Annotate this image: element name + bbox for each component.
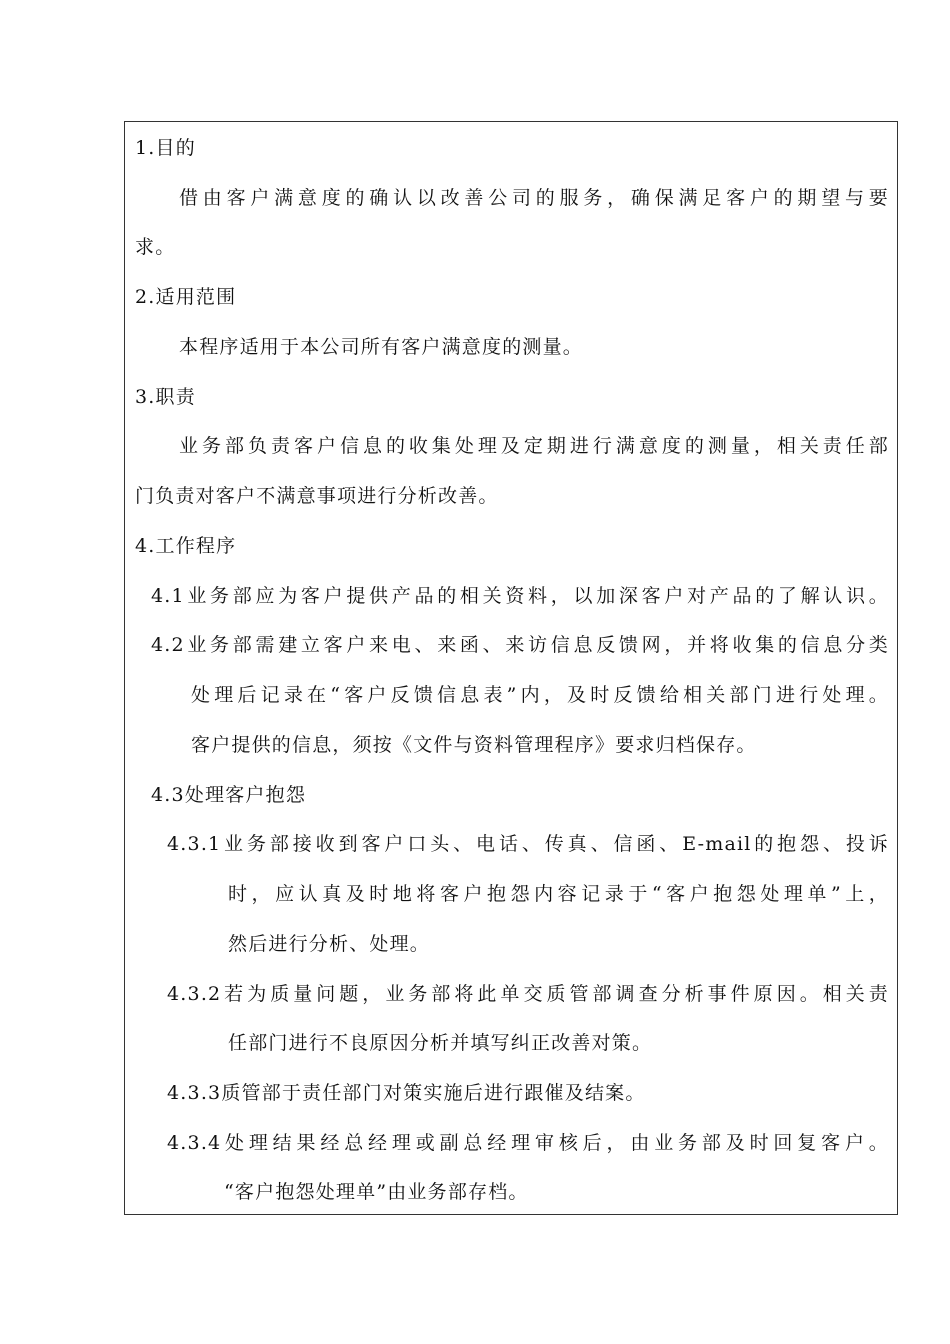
- item-4-3-4-line-2: “客户抱怨处理单”由业务部存档。: [224, 1181, 529, 1203]
- item-4-1: 4.1业务部应为客户提供产品的相关资料，以加深客户对产品的了解认识。: [151, 585, 889, 607]
- section-3-paragraph-line-2: 门负责对客户不满意事项进行分析改善。: [135, 485, 499, 507]
- item-4-3-1-line-3: 然后进行分析、处理。: [228, 933, 431, 955]
- section-1-paragraph-line-2: 求。: [135, 236, 176, 258]
- section-2-heading: 2.适用范围: [135, 286, 237, 308]
- procedure-document-frame: [124, 121, 898, 1215]
- section-1-heading: 1.目的: [135, 137, 196, 159]
- section-3-heading: 3.职责: [135, 386, 196, 408]
- section-4-heading: 4.工作程序: [135, 535, 237, 557]
- item-4-3-4-line-1: 4.3.4处理结果经总经理或副总经理审核后，由业务部及时回复客户。: [167, 1132, 889, 1154]
- item-4-2-line-3: 客户提供的信息，须按《文件与资料管理程序》要求归档保存。: [191, 734, 757, 756]
- section-3-paragraph-line-1: 业务部负责客户信息的收集处理及定期进行满意度的测量，相关责任部: [179, 435, 889, 457]
- section-2-paragraph: 本程序适用于本公司所有客户满意度的测量。: [179, 336, 584, 358]
- section-1-paragraph-line-1: 借由客户满意度的确认以改善公司的服务，确保满足客户的期望与要: [179, 187, 889, 209]
- item-4-3-2-line-2: 任部门进行不良原因分析并填写纠正改善对策。: [228, 1032, 653, 1054]
- item-4-3-1-line-2: 时，应认真及时地将客户抱怨内容记录于“客户抱怨处理单”上，: [228, 883, 889, 905]
- item-4-3-3: 4.3.3质管部于责任部门对策实施后进行跟催及结案。: [167, 1082, 646, 1104]
- item-4-3-2-line-1: 4.3.2若为质量问题，业务部将此单交质管部调查分析事件原因。相关责: [167, 983, 889, 1005]
- item-4-3: 4.3处理客户抱怨: [151, 784, 307, 806]
- item-4-3-1-line-1: 4.3.1业务部接收到客户口头、电话、传真、信函、E-mail的抱怨、投诉: [167, 833, 889, 855]
- item-4-2-line-2: 处理后记录在“客户反馈信息表”内，及时反馈给相关部门进行处理。: [191, 684, 889, 706]
- item-4-2-line-1: 4.2业务部需建立客户来电、来函、来访信息反馈网，并将收集的信息分类: [151, 634, 889, 656]
